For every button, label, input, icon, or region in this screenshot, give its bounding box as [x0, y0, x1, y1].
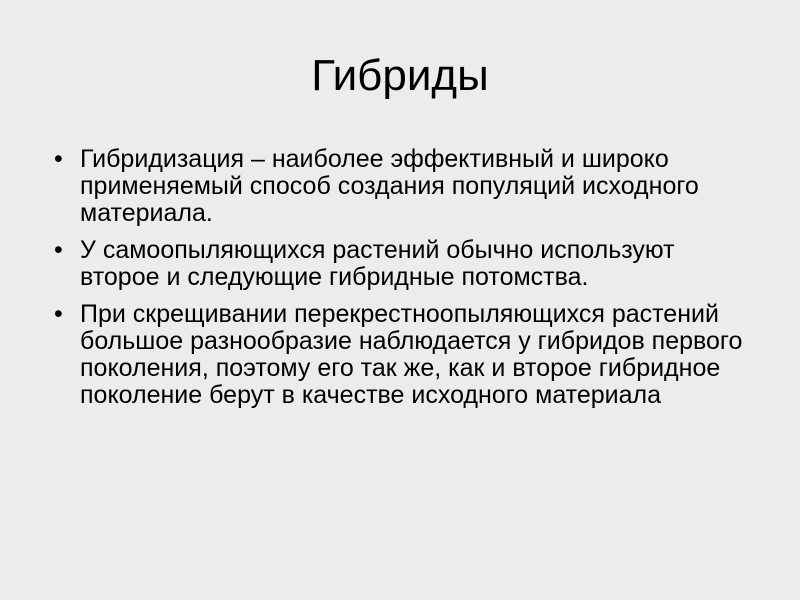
- bullet-dot-icon: •: [54, 236, 63, 264]
- bullet-dot-icon: •: [54, 145, 63, 173]
- bullet-item-cross-pollinating: [46, 301, 746, 409]
- bullet-text: При скрещивании перекрестноопыляющихся растений большое разнообразие наблюдается у гибридов первого поколения, поэтому его так же, как и второе гибридное поколение берут в качестве исходного материала: [80, 300, 743, 409]
- bullet-list: [46, 146, 746, 419]
- bullet-text: Гибридизация – наиболее эффективный и широко применяемый способ создания популяций исходного материала.: [80, 145, 699, 227]
- slide-title: Гибриды: [311, 51, 489, 100]
- bullet-text: У самоопыляющихся растений обычно используют второе и следующие гибридные потомства.: [80, 236, 675, 291]
- bullet-dot-icon: •: [54, 300, 63, 328]
- bullet-item-self-pollinating: [46, 237, 746, 291]
- bullet-item-hybridization: [46, 146, 746, 227]
